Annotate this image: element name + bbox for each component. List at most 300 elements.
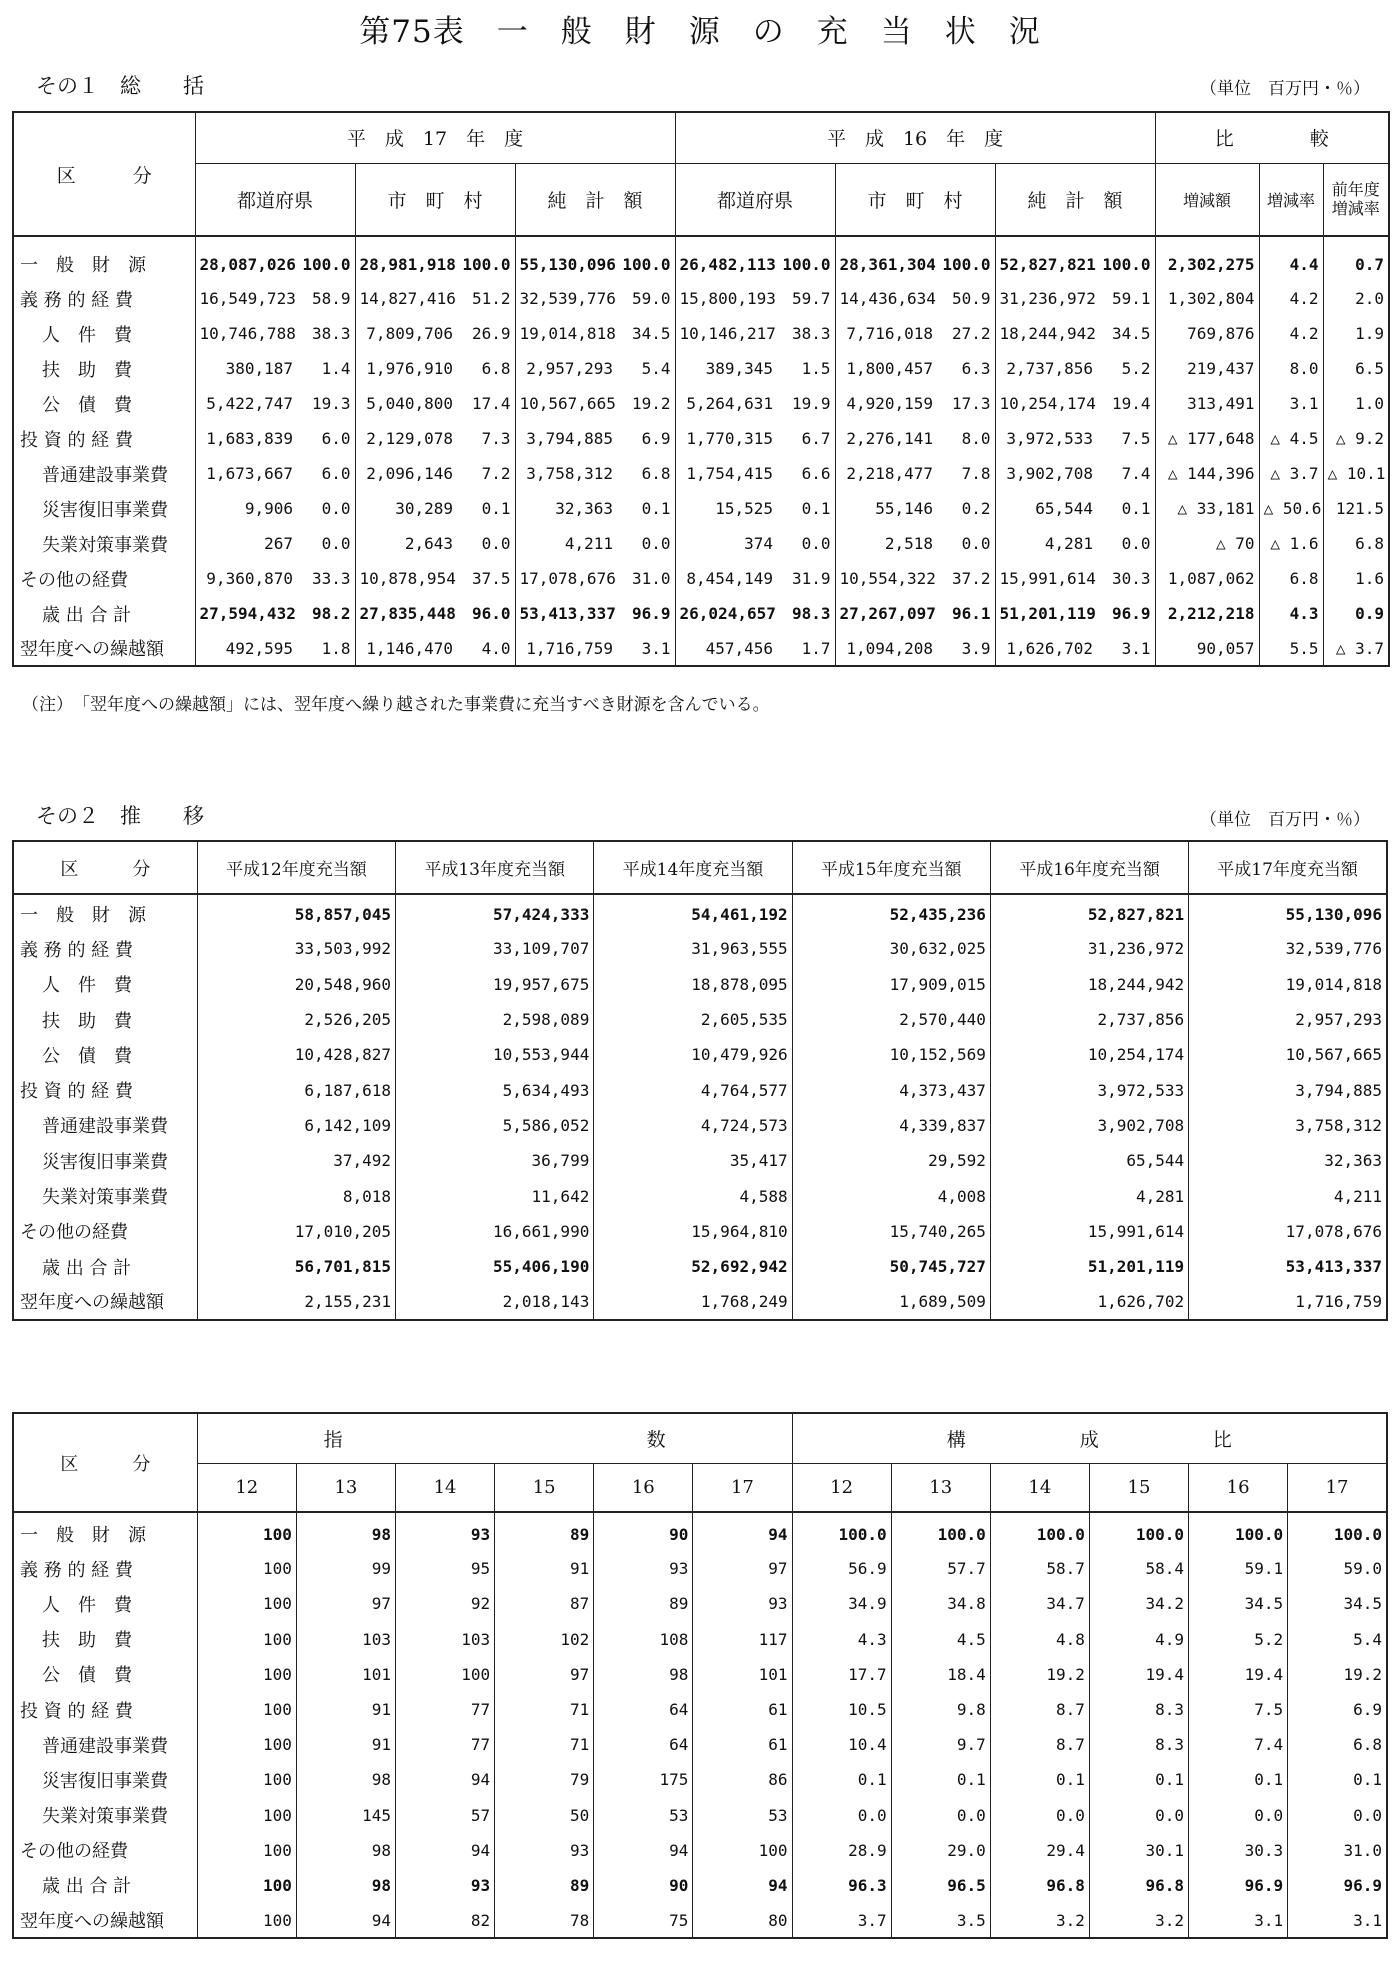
table-row xyxy=(13,1833,1387,1868)
index-ratio-table xyxy=(12,1412,1388,1939)
row-label: 扶 助 費 xyxy=(42,1630,132,1652)
cell-value: 7.2 xyxy=(481,464,511,483)
group-header-h17: 平 成 17 年 度 xyxy=(195,112,675,163)
cell-value: 100.0 xyxy=(1089,1512,1188,1551)
table-row xyxy=(13,1551,1387,1586)
cell-value: △ 144,396 xyxy=(1155,456,1259,491)
cell-value: 28,981,918 xyxy=(355,236,457,281)
cell-value: 3.1 xyxy=(1259,386,1323,421)
row-label: 投 資 的 経 費 xyxy=(20,1700,133,1722)
cell-value: 71 xyxy=(495,1727,594,1762)
cell-value: 29.4 xyxy=(990,1833,1089,1868)
cell-value: 7,716,018 xyxy=(835,316,937,351)
cell-value: 10,254,174 xyxy=(990,1037,1188,1072)
cell-value: 6.8 xyxy=(481,359,511,378)
cell-value: 26.9 xyxy=(471,324,511,343)
row-label: 災害復旧事業費 xyxy=(42,1770,168,1792)
cell-value: 4.3 xyxy=(1259,596,1323,631)
cell-value: 100 xyxy=(197,1903,296,1938)
cell-value: 100.0 xyxy=(622,254,671,274)
cell-value: 8.0 xyxy=(1259,351,1323,386)
header-h14: 平成14年度充当額 xyxy=(594,841,792,894)
cell-value: 51.2 xyxy=(471,289,511,308)
cell-value: 4,008 xyxy=(792,1178,990,1213)
cell-value: 3.7 xyxy=(792,1903,891,1938)
cell-value: 35,417 xyxy=(594,1143,792,1178)
cell-value: 65,544 xyxy=(995,491,1097,526)
cell-value: 3,972,533 xyxy=(995,421,1097,456)
cell-value: 52,435,236 xyxy=(792,894,990,931)
cell-value: 100.0 xyxy=(782,254,831,274)
cell-value: 10,254,174 xyxy=(995,386,1097,421)
cell-value: 8.3 xyxy=(1089,1692,1188,1727)
cell-value: 3.2 xyxy=(1089,1903,1188,1938)
cell-value: 57,424,333 xyxy=(396,894,594,931)
cell-value: 99 xyxy=(296,1551,395,1586)
cell-value: 2.0 xyxy=(1323,281,1389,316)
index-ratio-table-body xyxy=(13,1512,1387,1938)
cell-value: 0.0 xyxy=(481,534,511,553)
subheader-rate: 増減率 xyxy=(1259,163,1323,236)
cell-value: 100 xyxy=(693,1833,792,1868)
cell-value: 56.9 xyxy=(792,1551,891,1586)
cell-value: 1,768,249 xyxy=(594,1284,792,1319)
cell-value: 65,544 xyxy=(990,1143,1188,1178)
cell-value: 1,689,509 xyxy=(792,1284,990,1319)
cell-value: △ 3.7 xyxy=(1323,631,1389,666)
cell-value: 3.2 xyxy=(990,1903,1089,1938)
cell-value: 100 xyxy=(197,1586,296,1621)
index-year-12: 12 xyxy=(197,1463,296,1512)
cell-value: 2,018,143 xyxy=(396,1284,594,1319)
cell-value: 0.1 xyxy=(1189,1762,1288,1797)
index-year-15: 15 xyxy=(495,1463,594,1512)
cell-value: 4.2 xyxy=(1259,316,1323,351)
cell-value: 33.3 xyxy=(311,569,351,588)
cell-value: 50 xyxy=(495,1798,594,1833)
cell-value: △ 10.1 xyxy=(1323,456,1389,491)
cell-value: 1,716,759 xyxy=(1189,1284,1387,1319)
cell-value: 4,764,577 xyxy=(594,1072,792,1107)
cell-value: 17,909,015 xyxy=(792,967,990,1002)
cell-value: 2,096,146 xyxy=(355,456,457,491)
cell-value: 4.3 xyxy=(792,1622,891,1657)
table-row xyxy=(13,1622,1387,1657)
cell-value: 5.4 xyxy=(1288,1622,1387,1657)
cell-value: 32,363 xyxy=(515,491,617,526)
cell-value: 93 xyxy=(396,1512,495,1551)
table-row xyxy=(13,1108,1387,1143)
cell-value: 17.3 xyxy=(952,394,991,413)
table-row xyxy=(13,386,1389,421)
table-row xyxy=(13,316,1389,351)
cell-value: 3.1 xyxy=(1189,1903,1288,1938)
cell-value: 50,745,727 xyxy=(792,1249,990,1284)
col-label: 区 分 xyxy=(13,112,195,236)
cell-value: 101 xyxy=(296,1657,395,1692)
cell-value: 0.1 xyxy=(1288,1762,1387,1797)
cell-value: 267 xyxy=(195,526,297,561)
cell-value: 6.0 xyxy=(321,429,351,448)
cell-value: 86 xyxy=(693,1762,792,1797)
cell-value: 6.8 xyxy=(1323,526,1389,561)
row-label: その他の経費 xyxy=(20,569,128,591)
row-label: 投 資 的 経 費 xyxy=(20,429,133,451)
cell-value: 7.3 xyxy=(481,429,511,448)
cell-value: 53 xyxy=(594,1798,693,1833)
row-label: 人 件 費 xyxy=(42,324,132,346)
cell-value: 53 xyxy=(693,1798,792,1833)
cell-value: 34.7 xyxy=(990,1586,1089,1621)
row-label: 翌年度への繰越額 xyxy=(20,639,164,660)
cell-value: 30,632,025 xyxy=(792,931,990,966)
cell-value: 0.1 xyxy=(792,1762,891,1797)
cell-value: 3,902,708 xyxy=(995,456,1097,491)
cell-value: 0.1 xyxy=(641,499,671,518)
cell-value: 0.2 xyxy=(961,499,991,518)
cell-value: 15,800,193 xyxy=(675,281,777,316)
cell-value: 7.4 xyxy=(1189,1727,1288,1762)
cell-value: 7.5 xyxy=(1121,429,1151,448)
cell-value: 1,754,415 xyxy=(675,456,777,491)
trend-table xyxy=(12,840,1388,1321)
cell-value: 36,799 xyxy=(396,1143,594,1178)
cell-value: 3.1 xyxy=(1288,1903,1387,1938)
cell-value: 77 xyxy=(396,1692,495,1727)
cell-value: 100 xyxy=(197,1727,296,1762)
cell-value: 1.4 xyxy=(321,359,351,378)
cell-value: 6.0 xyxy=(321,464,351,483)
row-label: 義 務 的 経 費 xyxy=(20,289,133,311)
cell-value: 6.8 xyxy=(641,464,671,483)
subheader-muni-16: 市 町 村 xyxy=(835,163,995,236)
cell-value: 94 xyxy=(296,1903,395,1938)
cell-value: 102 xyxy=(495,1622,594,1657)
cell-value: 90 xyxy=(594,1512,693,1551)
cell-value: 374 xyxy=(675,526,777,561)
cell-value: 2,155,231 xyxy=(197,1284,395,1319)
cell-value: 30,289 xyxy=(355,491,457,526)
cell-value: 15,964,810 xyxy=(594,1214,792,1249)
cell-value: 53,413,337 xyxy=(515,596,617,631)
col-label: 区 分 xyxy=(13,1413,197,1512)
table-row xyxy=(13,561,1389,596)
cell-value: 10,567,665 xyxy=(515,386,617,421)
summary-table xyxy=(12,111,1390,667)
cell-value: 17,010,205 xyxy=(197,1214,395,1249)
section2-heading: その２ 推 移 xyxy=(36,804,204,828)
cell-value: 103 xyxy=(296,1622,395,1657)
cell-value: 77 xyxy=(396,1727,495,1762)
cell-value: 31,236,972 xyxy=(990,931,1188,966)
cell-value: 32,539,776 xyxy=(1189,931,1387,966)
cell-value: 34.2 xyxy=(1089,1586,1188,1621)
cell-value: 1,683,839 xyxy=(195,421,297,456)
cell-value: 5.2 xyxy=(1121,359,1151,378)
table-row xyxy=(13,491,1389,526)
cell-value: 4,281 xyxy=(990,1178,1188,1213)
cell-value: 4.2 xyxy=(1259,281,1323,316)
cell-value: 1,673,667 xyxy=(195,456,297,491)
cell-value: 14,827,416 xyxy=(355,281,457,316)
cell-value: 6.8 xyxy=(1259,561,1323,596)
cell-value: 71 xyxy=(495,1692,594,1727)
cell-value: 2,737,856 xyxy=(990,1002,1188,1037)
cell-value: 18.4 xyxy=(891,1657,990,1692)
cell-value: 31,963,555 xyxy=(594,931,792,966)
table-row xyxy=(13,1903,1387,1938)
cell-value: 58,857,045 xyxy=(197,894,395,931)
cell-value: 100 xyxy=(197,1622,296,1657)
cell-value: 6,142,109 xyxy=(197,1108,395,1143)
cell-value: 121.5 xyxy=(1323,491,1389,526)
cell-value: 17.4 xyxy=(471,394,511,413)
cell-value: 100 xyxy=(197,1833,296,1868)
cell-value: 1,094,208 xyxy=(835,631,937,666)
cell-value: 4,373,437 xyxy=(792,1072,990,1107)
cell-value: 19.4 xyxy=(1089,1657,1188,1692)
cell-value: 26,024,657 xyxy=(675,596,777,631)
cell-value: 3,794,885 xyxy=(515,421,617,456)
cell-value: 0.0 xyxy=(801,534,831,553)
cell-value: 0.0 xyxy=(1121,534,1151,553)
row-label: 一 般 財 源 xyxy=(20,255,146,276)
cell-value: 0.0 xyxy=(1189,1798,1288,1833)
cell-value: 16,661,990 xyxy=(396,1214,594,1249)
cell-value: 34.5 xyxy=(1112,324,1151,343)
index-year-17: 17 xyxy=(693,1463,792,1512)
cell-value: 34.5 xyxy=(1288,1586,1387,1621)
cell-value: 57.7 xyxy=(891,1551,990,1586)
cell-value: 98 xyxy=(296,1833,395,1868)
group-header-h16: 平 成 16 年 度 xyxy=(675,112,1155,163)
cell-value: 95 xyxy=(396,1551,495,1586)
cell-value: 7.8 xyxy=(961,464,991,483)
trend-table-body xyxy=(13,894,1387,1320)
cell-value: 15,991,614 xyxy=(995,561,1097,596)
cell-value: 16,549,723 xyxy=(195,281,297,316)
table-row xyxy=(13,421,1389,456)
cell-value: 1,976,910 xyxy=(355,351,457,386)
cell-value: 100 xyxy=(396,1657,495,1692)
cell-value: 19.4 xyxy=(1112,394,1151,413)
ratio-year-16: 16 xyxy=(1189,1463,1288,1512)
cell-value: 58.9 xyxy=(311,289,351,308)
cell-value: 19,957,675 xyxy=(396,967,594,1002)
cell-value: 55,146 xyxy=(835,491,937,526)
cell-value: 96.9 xyxy=(1288,1868,1387,1903)
cell-value: △ 9.2 xyxy=(1323,421,1389,456)
cell-value: 1.8 xyxy=(321,638,351,658)
cell-value: 6.9 xyxy=(1288,1692,1387,1727)
cell-value: 96.0 xyxy=(471,604,511,623)
cell-value: 8.3 xyxy=(1089,1727,1188,1762)
cell-value: 389,345 xyxy=(675,351,777,386)
cell-value: 33,109,707 xyxy=(396,931,594,966)
cell-value: 0.0 xyxy=(891,1798,990,1833)
cell-value: 5.4 xyxy=(641,359,671,378)
cell-value: 1,087,062 xyxy=(1155,561,1259,596)
cell-value: 90 xyxy=(594,1868,693,1903)
cell-value: 1.7 xyxy=(801,638,831,658)
cell-value: 3.5 xyxy=(891,1903,990,1938)
table-row xyxy=(13,1037,1387,1072)
cell-value: 100 xyxy=(197,1657,296,1692)
table-row xyxy=(13,456,1389,491)
cell-value: 175 xyxy=(594,1762,693,1797)
cell-value: 5.2 xyxy=(1189,1622,1288,1657)
header-h16: 平成16年度充当額 xyxy=(990,841,1188,894)
cell-value: 28.9 xyxy=(792,1833,891,1868)
row-label: 失業対策事業費 xyxy=(42,534,168,556)
cell-value: 34.5 xyxy=(632,324,671,343)
cell-value: 8.0 xyxy=(961,429,991,448)
index-year-16: 16 xyxy=(594,1463,693,1512)
cell-value: 8,454,149 xyxy=(675,561,777,596)
cell-value: 0.1 xyxy=(1121,499,1151,518)
row-label: 歳 出 合 計 xyxy=(42,1257,132,1279)
cell-value: 94 xyxy=(396,1833,495,1868)
cell-value: 64 xyxy=(594,1727,693,1762)
row-label: 人 件 費 xyxy=(42,1594,132,1616)
cell-value: 100.0 xyxy=(891,1512,990,1551)
cell-value: 2,302,275 xyxy=(1155,236,1259,281)
cell-value: 89 xyxy=(495,1512,594,1551)
cell-value: 34.9 xyxy=(792,1586,891,1621)
cell-value: 2,218,477 xyxy=(835,456,937,491)
cell-value: 0.1 xyxy=(891,1762,990,1797)
cell-value: 31,236,972 xyxy=(995,281,1097,316)
cell-value: 0.0 xyxy=(641,534,671,553)
cell-value: 219,437 xyxy=(1155,351,1259,386)
cell-value: 64 xyxy=(594,1692,693,1727)
cell-value: 56,701,815 xyxy=(197,1249,395,1284)
cell-value: 52,692,942 xyxy=(594,1249,792,1284)
cell-value: 97 xyxy=(495,1657,594,1692)
cell-value: △ 70 xyxy=(1155,526,1259,561)
cell-value: 34.5 xyxy=(1189,1586,1288,1621)
cell-value: 91 xyxy=(296,1692,395,1727)
cell-value: 27.2 xyxy=(952,324,991,343)
cell-value: 96.5 xyxy=(891,1868,990,1903)
cell-value: 5,634,493 xyxy=(396,1072,594,1107)
cell-value: 9,360,870 xyxy=(195,561,297,596)
cell-value: 89 xyxy=(594,1586,693,1621)
row-label: 災害復旧事業費 xyxy=(42,499,168,521)
cell-value: 59.0 xyxy=(1288,1551,1387,1586)
cell-value: 10.4 xyxy=(792,1727,891,1762)
cell-value: 93 xyxy=(495,1833,594,1868)
cell-value: 37.2 xyxy=(952,569,991,588)
cell-value: 78 xyxy=(495,1903,594,1938)
cell-value: 79 xyxy=(495,1762,594,1797)
cell-value: 28,087,026 xyxy=(195,236,297,281)
cell-value: 10,878,954 xyxy=(355,561,457,596)
cell-value: 2,276,141 xyxy=(835,421,937,456)
cell-value: 29,592 xyxy=(792,1143,990,1178)
cell-value: 10,554,322 xyxy=(835,561,937,596)
table-row xyxy=(13,1002,1387,1037)
table-row xyxy=(13,931,1387,966)
cell-value: 19,014,818 xyxy=(515,316,617,351)
cell-value: 32,539,776 xyxy=(515,281,617,316)
row-label: 失業対策事業費 xyxy=(42,1806,168,1828)
cell-value: 33,503,992 xyxy=(197,931,395,966)
row-label: 公 債 費 xyxy=(42,1045,132,1067)
cell-value: △ 50.6 xyxy=(1259,491,1323,526)
cell-value: 7,809,706 xyxy=(355,316,457,351)
cell-value: 3,972,533 xyxy=(990,1072,1188,1107)
footnote: （注） 「翌年度への繰越額」には、翌年度へ繰り越された事業費に充当すべき財源を含んでいる。 xyxy=(22,695,770,715)
cell-value: 10,746,788 xyxy=(195,316,297,351)
cell-value: 1,716,759 xyxy=(515,631,617,666)
table-row xyxy=(13,1284,1387,1319)
table-row xyxy=(13,1143,1387,1178)
cell-value: 55,130,096 xyxy=(515,236,617,281)
cell-value: 6.8 xyxy=(1288,1727,1387,1762)
cell-value: 94 xyxy=(594,1833,693,1868)
cell-value: 27,267,097 xyxy=(835,596,937,631)
cell-value: 100.0 xyxy=(1288,1512,1387,1551)
row-label: その他の経費 xyxy=(20,1222,128,1244)
cell-value: 96.8 xyxy=(1089,1868,1188,1903)
cell-value: 57 xyxy=(396,1798,495,1833)
cell-value: 98 xyxy=(296,1762,395,1797)
row-label: 公 債 費 xyxy=(42,394,132,416)
cell-value: 100 xyxy=(197,1512,296,1551)
cell-value: 4,211 xyxy=(515,526,617,561)
subheader-prev-rate: 前年度増減率 xyxy=(1323,163,1389,236)
cell-value: 1,146,470 xyxy=(355,631,457,666)
cell-value: 1,800,457 xyxy=(835,351,937,386)
cell-value: 87 xyxy=(495,1586,594,1621)
cell-value: 9.8 xyxy=(891,1692,990,1727)
cell-value: 1,626,702 xyxy=(995,631,1097,666)
cell-value: 3,794,885 xyxy=(1189,1072,1387,1107)
cell-value: 5,040,800 xyxy=(355,386,457,421)
cell-value: 61 xyxy=(693,1692,792,1727)
row-label: 歳 出 合 計 xyxy=(42,604,132,626)
cell-value: 1.9 xyxy=(1323,316,1389,351)
cell-value: 145 xyxy=(296,1798,395,1833)
cell-value: 98 xyxy=(296,1512,395,1551)
table-row xyxy=(13,351,1389,386)
cell-value: 15,991,614 xyxy=(990,1214,1188,1249)
cell-value: 98.3 xyxy=(792,604,831,623)
cell-value: 91 xyxy=(296,1727,395,1762)
cell-value: 19.3 xyxy=(311,394,351,413)
cell-value: 30.3 xyxy=(1112,569,1151,588)
table-row xyxy=(13,631,1389,666)
header-h17: 平成17年度充当額 xyxy=(1189,841,1387,894)
cell-value: 769,876 xyxy=(1155,316,1259,351)
cell-value: 32,363 xyxy=(1189,1143,1387,1178)
table-row xyxy=(13,1868,1387,1903)
col-label: 区 分 xyxy=(13,841,197,894)
cell-value: 6.3 xyxy=(961,359,991,378)
header-h15: 平成15年度充当額 xyxy=(792,841,990,894)
row-label: 歳 出 合 計 xyxy=(42,1876,132,1898)
cell-value: 4,920,159 xyxy=(835,386,937,421)
group-header-compare: 比 較 xyxy=(1155,112,1389,163)
cell-value: 82 xyxy=(396,1903,495,1938)
cell-value: 18,244,942 xyxy=(995,316,1097,351)
cell-value: 8,018 xyxy=(197,1178,395,1213)
index-year-13: 13 xyxy=(296,1463,395,1512)
cell-value: 100.0 xyxy=(1189,1512,1288,1551)
cell-value: △ 177,648 xyxy=(1155,421,1259,456)
cell-value: 8.7 xyxy=(990,1727,1089,1762)
